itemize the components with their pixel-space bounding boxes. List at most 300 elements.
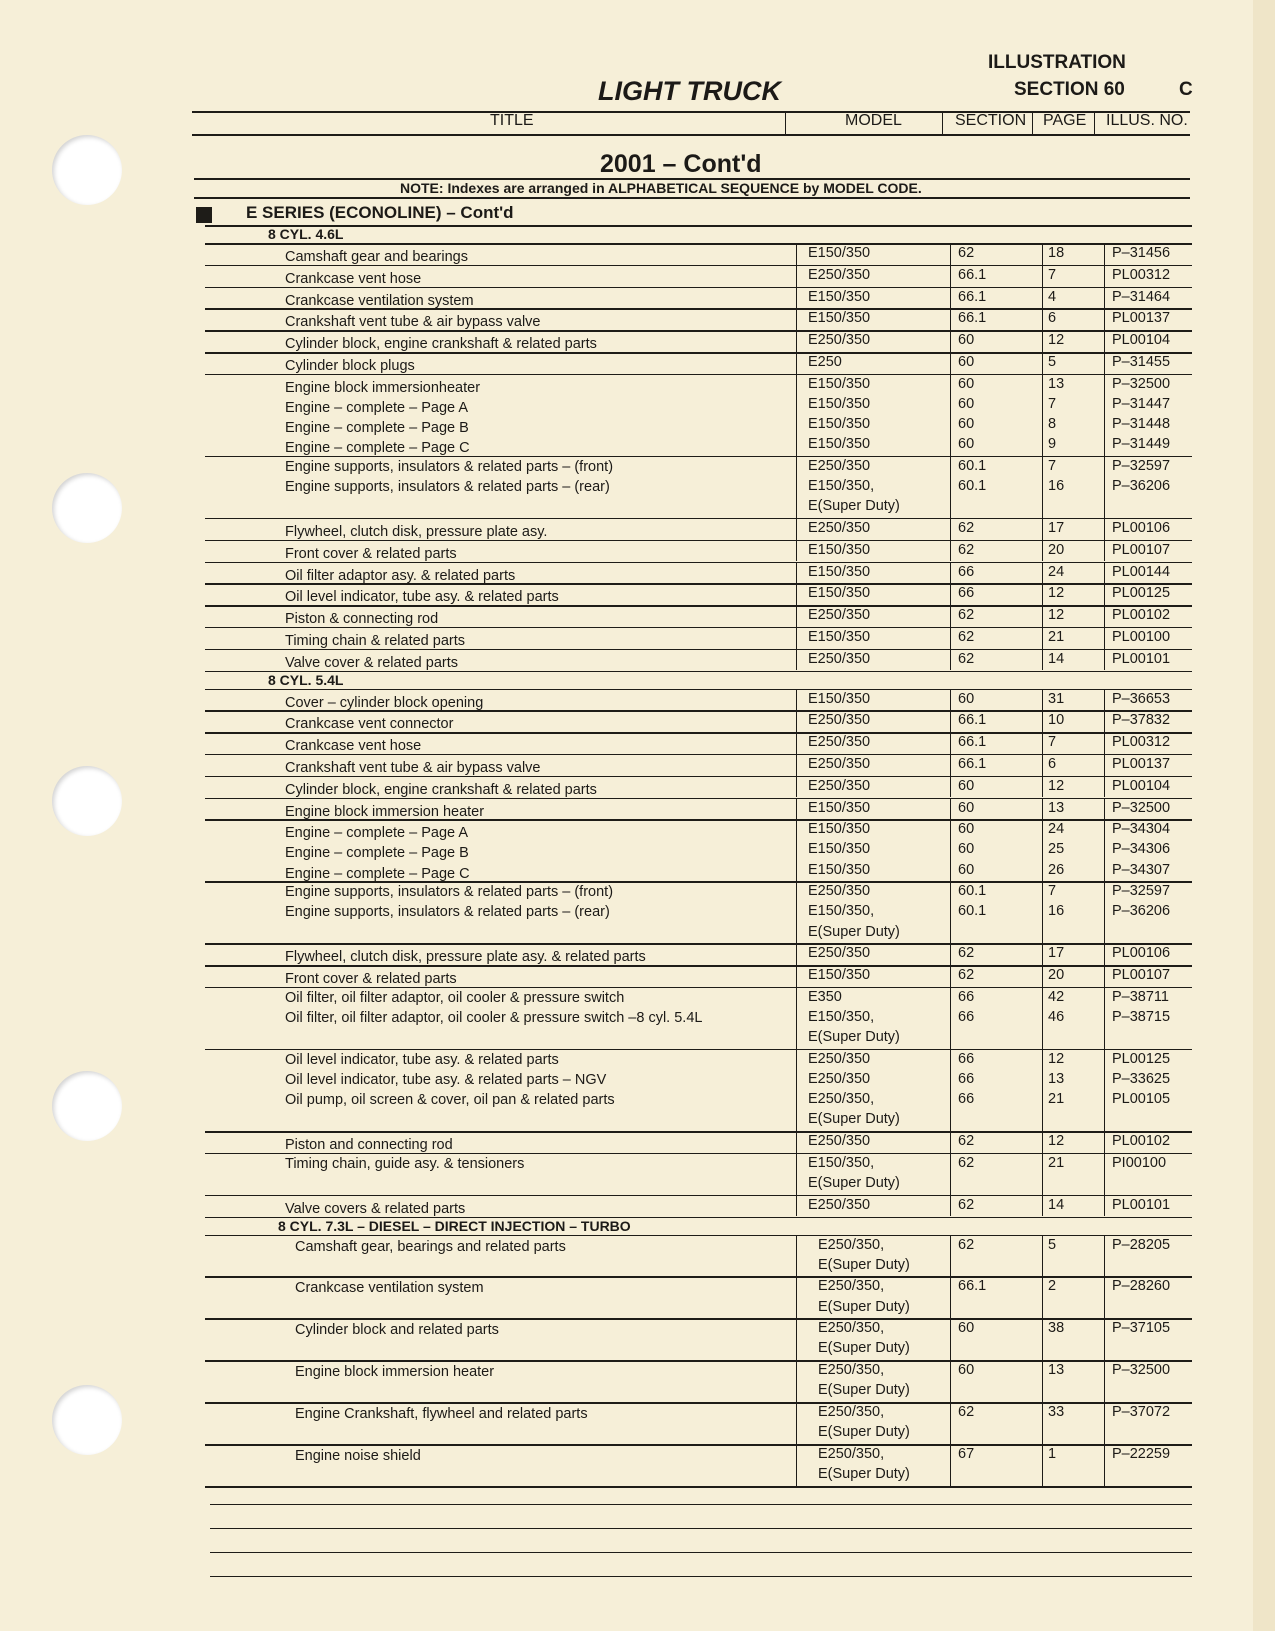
blank-rule [210,1504,1192,1506]
row-title: Cover – cylinder block opening [285,694,484,711]
row-section: 66.1 [958,755,987,772]
row-rule [205,1131,1192,1133]
column-divider [1104,330,1105,352]
column-divider [950,1360,951,1402]
row-page: 12 [1048,777,1065,794]
row-rule [205,518,1192,520]
row-section: 66 [958,1091,975,1108]
row-page: 14 [1048,650,1065,667]
column-divider [1042,943,1043,965]
column-divider [950,562,951,584]
row-rule [205,754,1192,756]
column-divider [796,1444,797,1486]
row-section: 60.1 [958,478,987,494]
binder-hole [52,135,122,205]
column-divider [1042,605,1043,627]
column-divider [1042,583,1043,605]
row-title: Engine block immersion heater [285,803,485,820]
page-edge [1253,0,1275,1631]
sequence-note: NOTE: Indexes are arranged in ALPHABETICAL SEQUENCE by MODEL CODE. [400,180,922,196]
column-divider [1042,754,1043,776]
row-page: 8 [1048,416,1057,432]
row-title: Cylinder block, engine crankshaft & related parts [285,336,597,353]
column-divider [1042,1131,1043,1153]
row-title: Flywheel, clutch disk, pressure plate asy. [285,523,548,540]
column-divider [796,330,797,352]
row-illus-number: PL00105 [1112,1091,1171,1108]
row-model: E(Super Duty) [808,1029,900,1046]
row-page: 12 [1048,1050,1065,1067]
column-divider [1104,1235,1105,1277]
row-illus-number: PL00106 [1112,519,1171,536]
row-model: E150/350, [808,1009,875,1025]
row-illus-number: PL00106 [1112,945,1171,962]
row-illus-number: P–36653 [1112,690,1171,707]
column-divider [1042,243,1043,265]
row-model: E150/350 [808,563,871,580]
row-page: 24 [1048,821,1065,838]
column-divider [1104,374,1105,456]
column-divider [796,605,797,627]
binder-hole [52,1385,122,1455]
column-divider [950,819,951,881]
row-page: 24 [1048,563,1065,580]
row-model: E250/350 [808,755,871,772]
illustration-label: ILLUSTRATION [988,52,1126,73]
year-heading: 2001 – Cont'd [600,150,762,178]
row-title: Crankshaft vent tube & air bypass valve [285,314,541,331]
row-title: Engine – complete – Page B [285,845,469,862]
column-divider [1104,540,1105,562]
header-divider [1094,113,1095,134]
row-page: 18 [1048,245,1065,261]
column-divider [796,1195,797,1217]
row-section: 66 [958,585,975,602]
row-title: Engine supports, insulators & related parts – (rear) [285,904,610,921]
row-title: Oil filter, oil filter adaptor, oil cooler & pressure switch –8 cyl. 5.4L [285,1010,703,1026]
row-model: E250/350, [818,1236,885,1253]
row-rule [205,1360,1192,1362]
row-illus-number: PL00312 [1112,734,1171,751]
row-section: 62 [958,541,975,558]
column-divider [1042,1402,1043,1444]
row-page: 31 [1048,690,1065,707]
row-illus-number: PL00100 [1112,628,1171,645]
row-illus-number: PL00312 [1112,266,1171,283]
column-divider [1042,1444,1043,1486]
row-model: E(Super Duty) [808,923,900,940]
row-title: Camshaft gear, bearings and related parts [295,1238,566,1255]
row-section: 60 [958,1362,975,1379]
column-divider [796,649,797,671]
row-model: E150/350 [808,310,871,327]
row-illus-number: P–37105 [1112,1320,1171,1337]
row-page: 7 [1048,883,1057,900]
column-divider [1042,819,1043,881]
row-model: E(Super Duty) [818,1466,910,1483]
row-illus-number: PI00100 [1112,1154,1167,1171]
column-divider [1104,1131,1105,1153]
column-divider [1104,1318,1105,1360]
row-rule [205,732,1192,734]
row-illus-number: PL00125 [1112,1050,1171,1067]
row-model: E150/350, [808,903,875,920]
row-page: 13 [1048,1362,1065,1379]
row-title: Engine block immersion heater [295,1364,495,1381]
row-section: 66 [958,988,975,1005]
row-section: 62 [958,245,975,261]
column-divider [796,265,797,287]
column-divider [796,710,797,732]
header-bottom-rule [192,134,1190,136]
header-divider [785,113,786,134]
column-divider [796,1318,797,1360]
column-divider [1104,732,1105,754]
row-title: Oil filter adaptor asy. & related parts [285,567,516,584]
row-section: 66.1 [958,1278,987,1295]
column-divider [950,1049,951,1131]
column-divider [1042,710,1043,732]
row-title: Cylinder block plugs [285,358,415,374]
row-page: 1 [1048,1446,1057,1462]
column-divider [1104,798,1105,820]
column-divider [1104,308,1105,330]
column-divider [1104,243,1105,265]
row-model: E250/350 [808,607,871,624]
column-divider [1042,540,1043,562]
row-rule [205,819,1192,821]
row-page: 38 [1048,1320,1065,1337]
column-divider [1042,1360,1043,1402]
row-illus-number: PL00125 [1112,585,1171,602]
row-illus-number: P–38715 [1112,1009,1171,1025]
binder-hole [52,473,122,543]
column-divider [1042,1049,1043,1131]
row-model: E250/350 [808,266,871,283]
row-rule [205,1235,1192,1237]
row-model: E150/350 [808,841,871,858]
row-model: E250/350 [808,1196,871,1213]
row-rule [205,710,1192,712]
row-model: E250/350, [818,1278,885,1295]
row-title: Piston & connecting rod [285,611,439,628]
row-model: E(Super Duty) [818,1298,910,1315]
row-page: 2 [1048,1278,1057,1295]
column-divider [1042,1195,1043,1217]
column-divider [950,374,951,456]
row-page: 4 [1048,288,1057,305]
column-divider [950,798,951,820]
column-divider [796,352,797,374]
row-page: 21 [1048,1154,1065,1171]
column-divider [1104,710,1105,732]
section-label: SECTION 60 [1014,79,1125,100]
row-title: Engine supports, insulators & related parts – (rear) [285,479,610,495]
column-divider [796,881,797,943]
row-illus-number: P–33625 [1112,1071,1171,1087]
row-page: 21 [1048,628,1065,645]
row-illus-number: P–31456 [1112,245,1171,261]
row-page: 46 [1048,1009,1065,1025]
row-title: Timing chain & related parts [285,632,465,649]
column-divider [1042,732,1043,754]
row-section: 62 [958,1133,975,1149]
row-page: 5 [1048,354,1057,370]
row-title: Engine – complete – Page C [285,440,470,457]
row-model: E150/350 [808,967,871,984]
column-divider [796,1131,797,1153]
column-divider [950,689,951,711]
row-title: Front cover & related parts [285,971,457,988]
column-divider [1104,965,1105,987]
row-model: E150/350 [808,821,871,838]
group-rule [205,671,1192,673]
column-divider [950,881,951,943]
row-page: 21 [1048,1091,1065,1108]
column-divider [1104,605,1105,627]
row-model: E150/350 [808,395,871,412]
row-title: Flywheel, clutch disk, pressure plate asy. & related parts [285,949,646,966]
row-model: E150/350, [808,478,875,494]
row-rule [205,627,1192,629]
row-section: 66.1 [958,734,987,751]
column-divider [1104,265,1105,287]
row-model: E250/350 [808,519,871,536]
row-model: E150/350 [808,861,871,878]
column-divider [796,819,797,881]
column-divider [950,1276,951,1318]
row-model: E150/350, [808,1154,875,1171]
row-page: 16 [1048,478,1065,494]
row-rule [205,562,1192,564]
row-section: 62 [958,945,975,962]
row-model: E250/350 [808,1071,871,1087]
row-section: 62 [958,1196,975,1213]
row-page: 26 [1048,861,1065,878]
column-divider [1104,819,1105,881]
row-rule [205,1276,1192,1278]
row-section: 60 [958,777,975,794]
row-model: E150/350 [808,375,871,392]
row-section: 66.1 [958,266,987,283]
row-title: Timing chain, guide asy. & tensioners [285,1155,525,1172]
column-divider [1042,1235,1043,1277]
page-title: LIGHT TRUCK [598,76,781,106]
row-illus-number: P–34306 [1112,841,1171,858]
row-title: Engine Crankshaft, flywheel and related parts [295,1406,588,1423]
row-page: 14 [1048,1196,1065,1213]
row-page: 12 [1048,332,1065,349]
row-rule [205,1195,1192,1197]
column-header-section: SECTION [955,112,1027,129]
column-divider [950,1402,951,1444]
row-section: 62 [958,1154,975,1171]
row-title: Engine block immersionheater [285,379,481,396]
column-divider [796,689,797,711]
column-divider [950,583,951,605]
series-title: E SERIES (ECONOLINE) – Cont'd [246,203,514,222]
row-section: 60 [958,841,975,858]
column-divider [950,710,951,732]
column-divider [1104,1049,1105,1131]
row-model: E250/350, [818,1404,885,1421]
row-model: E(Super Duty) [808,1174,900,1191]
column-divider [950,1444,951,1486]
column-divider [1104,776,1105,798]
row-page: 20 [1048,541,1065,558]
row-page: 7 [1048,266,1057,283]
column-divider [1042,1276,1043,1318]
column-divider [950,287,951,309]
row-section: 62 [958,628,975,645]
column-divider [950,965,951,987]
row-illus-number: P–32500 [1112,375,1171,392]
column-divider [1042,649,1043,671]
column-divider [1042,798,1043,820]
column-divider [950,1195,951,1217]
column-divider [1104,583,1105,605]
row-rule [205,776,1192,778]
row-section: 62 [958,607,975,624]
column-divider [950,1318,951,1360]
row-rule [205,287,1192,289]
row-title: Oil level indicator, tube asy. & related parts [285,589,559,606]
row-illus-number: P–28205 [1112,1236,1171,1253]
column-divider [796,776,797,798]
row-rule [205,540,1192,542]
row-rule [205,456,1192,458]
row-rule [205,1318,1192,1320]
row-illus-number: P–31464 [1112,288,1171,305]
row-illus-number: P–31455 [1112,354,1171,370]
row-title: Cylinder block and related parts [295,1322,499,1339]
column-divider [796,456,797,518]
row-illus-number: P–28260 [1112,1278,1171,1295]
row-title: Cylinder block, engine crankshaft & related parts [285,781,597,798]
row-rule [205,965,1192,967]
row-illus-number: P–37832 [1112,712,1171,729]
row-model: E250/350 [808,777,871,794]
column-divider [796,518,797,540]
column-divider [1104,1276,1105,1318]
row-title: Front cover & related parts [285,545,457,562]
row-model: E250/350 [808,883,871,900]
column-divider [1042,776,1043,798]
column-divider [950,776,951,798]
group-heading: 8 CYL. 7.3L – DIESEL – DIRECT INJECTION – TURBO [278,1217,631,1234]
row-rule [205,243,1192,245]
row-title: Engine – complete – Page B [285,420,469,436]
row-illus-number: PL00104 [1112,332,1171,349]
column-divider [1104,881,1105,943]
row-rule [205,798,1192,800]
row-page: 25 [1048,841,1065,858]
column-divider [796,287,797,309]
row-model: E(Super Duty) [808,1111,900,1128]
header-divider [942,113,943,134]
row-title: Engine supports, insulators & related parts – (front) [285,884,614,901]
group-heading: 8 CYL. 4.6L [268,226,344,242]
row-model: E250/350, [808,1091,875,1108]
row-page: 13 [1048,799,1065,816]
row-section: 66 [958,1071,975,1087]
row-illus-number: P–32500 [1112,799,1171,816]
column-divider [950,732,951,754]
row-illus-number: P–32597 [1112,457,1171,474]
row-section: 60 [958,354,975,370]
row-section: 62 [958,967,975,984]
blank-rule [210,1552,1192,1554]
row-model: E(Super Duty) [818,1424,910,1441]
column-divider [1042,965,1043,987]
row-model: E150/350 [808,245,871,261]
row-illus-number: PL00107 [1112,541,1171,558]
row-model: E250 [808,354,842,370]
row-page: 6 [1048,755,1057,772]
column-divider [950,1131,951,1153]
column-divider [796,583,797,605]
row-rule [205,1153,1192,1155]
row-section: 60 [958,799,975,816]
row-model: E(Super Duty) [808,498,900,515]
row-rule [205,605,1192,607]
column-divider [796,1235,797,1277]
row-illus-number: P–34304 [1112,821,1171,838]
row-model: E250/350 [808,650,871,667]
row-title: Crankcase vent hose [285,738,422,755]
row-section: 60 [958,332,975,349]
row-model: E250/350 [808,332,871,349]
column-divider [1104,352,1105,374]
column-divider [1104,287,1105,309]
column-header-title: TITLE [490,112,534,129]
row-rule [205,943,1192,945]
column-divider [1042,987,1043,1049]
binder-hole [52,766,122,836]
row-illus-number: PL00101 [1112,650,1171,667]
column-divider [796,1153,797,1195]
row-section: 62 [958,519,975,536]
row-illus-number: P–22259 [1112,1446,1171,1462]
row-section: 62 [958,1404,975,1421]
column-divider [950,243,951,265]
row-rule [205,649,1192,651]
row-section: 60 [958,821,975,838]
row-page: 7 [1048,457,1057,474]
row-title: Crankcase ventilation system [295,1280,484,1297]
row-illus-number: PL00104 [1112,777,1171,794]
row-model: E250/350 [808,457,871,474]
column-divider [1104,943,1105,965]
row-section: 60.1 [958,883,987,900]
column-divider [950,627,951,649]
row-title: Engine noise shield [295,1448,421,1464]
section-marker [196,207,212,223]
row-section: 60 [958,395,975,412]
row-page: 20 [1048,967,1065,984]
column-divider [796,965,797,987]
row-title: Piston and connecting rod [285,1137,453,1153]
column-divider [796,1360,797,1402]
column-divider [1104,689,1105,711]
row-illus-number: P–37072 [1112,1404,1171,1421]
row-title: Engine – complete – Page A [285,825,468,842]
row-section: 60 [958,861,975,878]
column-divider [1042,1318,1043,1360]
row-title: Crankcase ventilation system [285,292,474,309]
row-section: 67 [958,1446,975,1462]
note-rule [194,197,1190,199]
